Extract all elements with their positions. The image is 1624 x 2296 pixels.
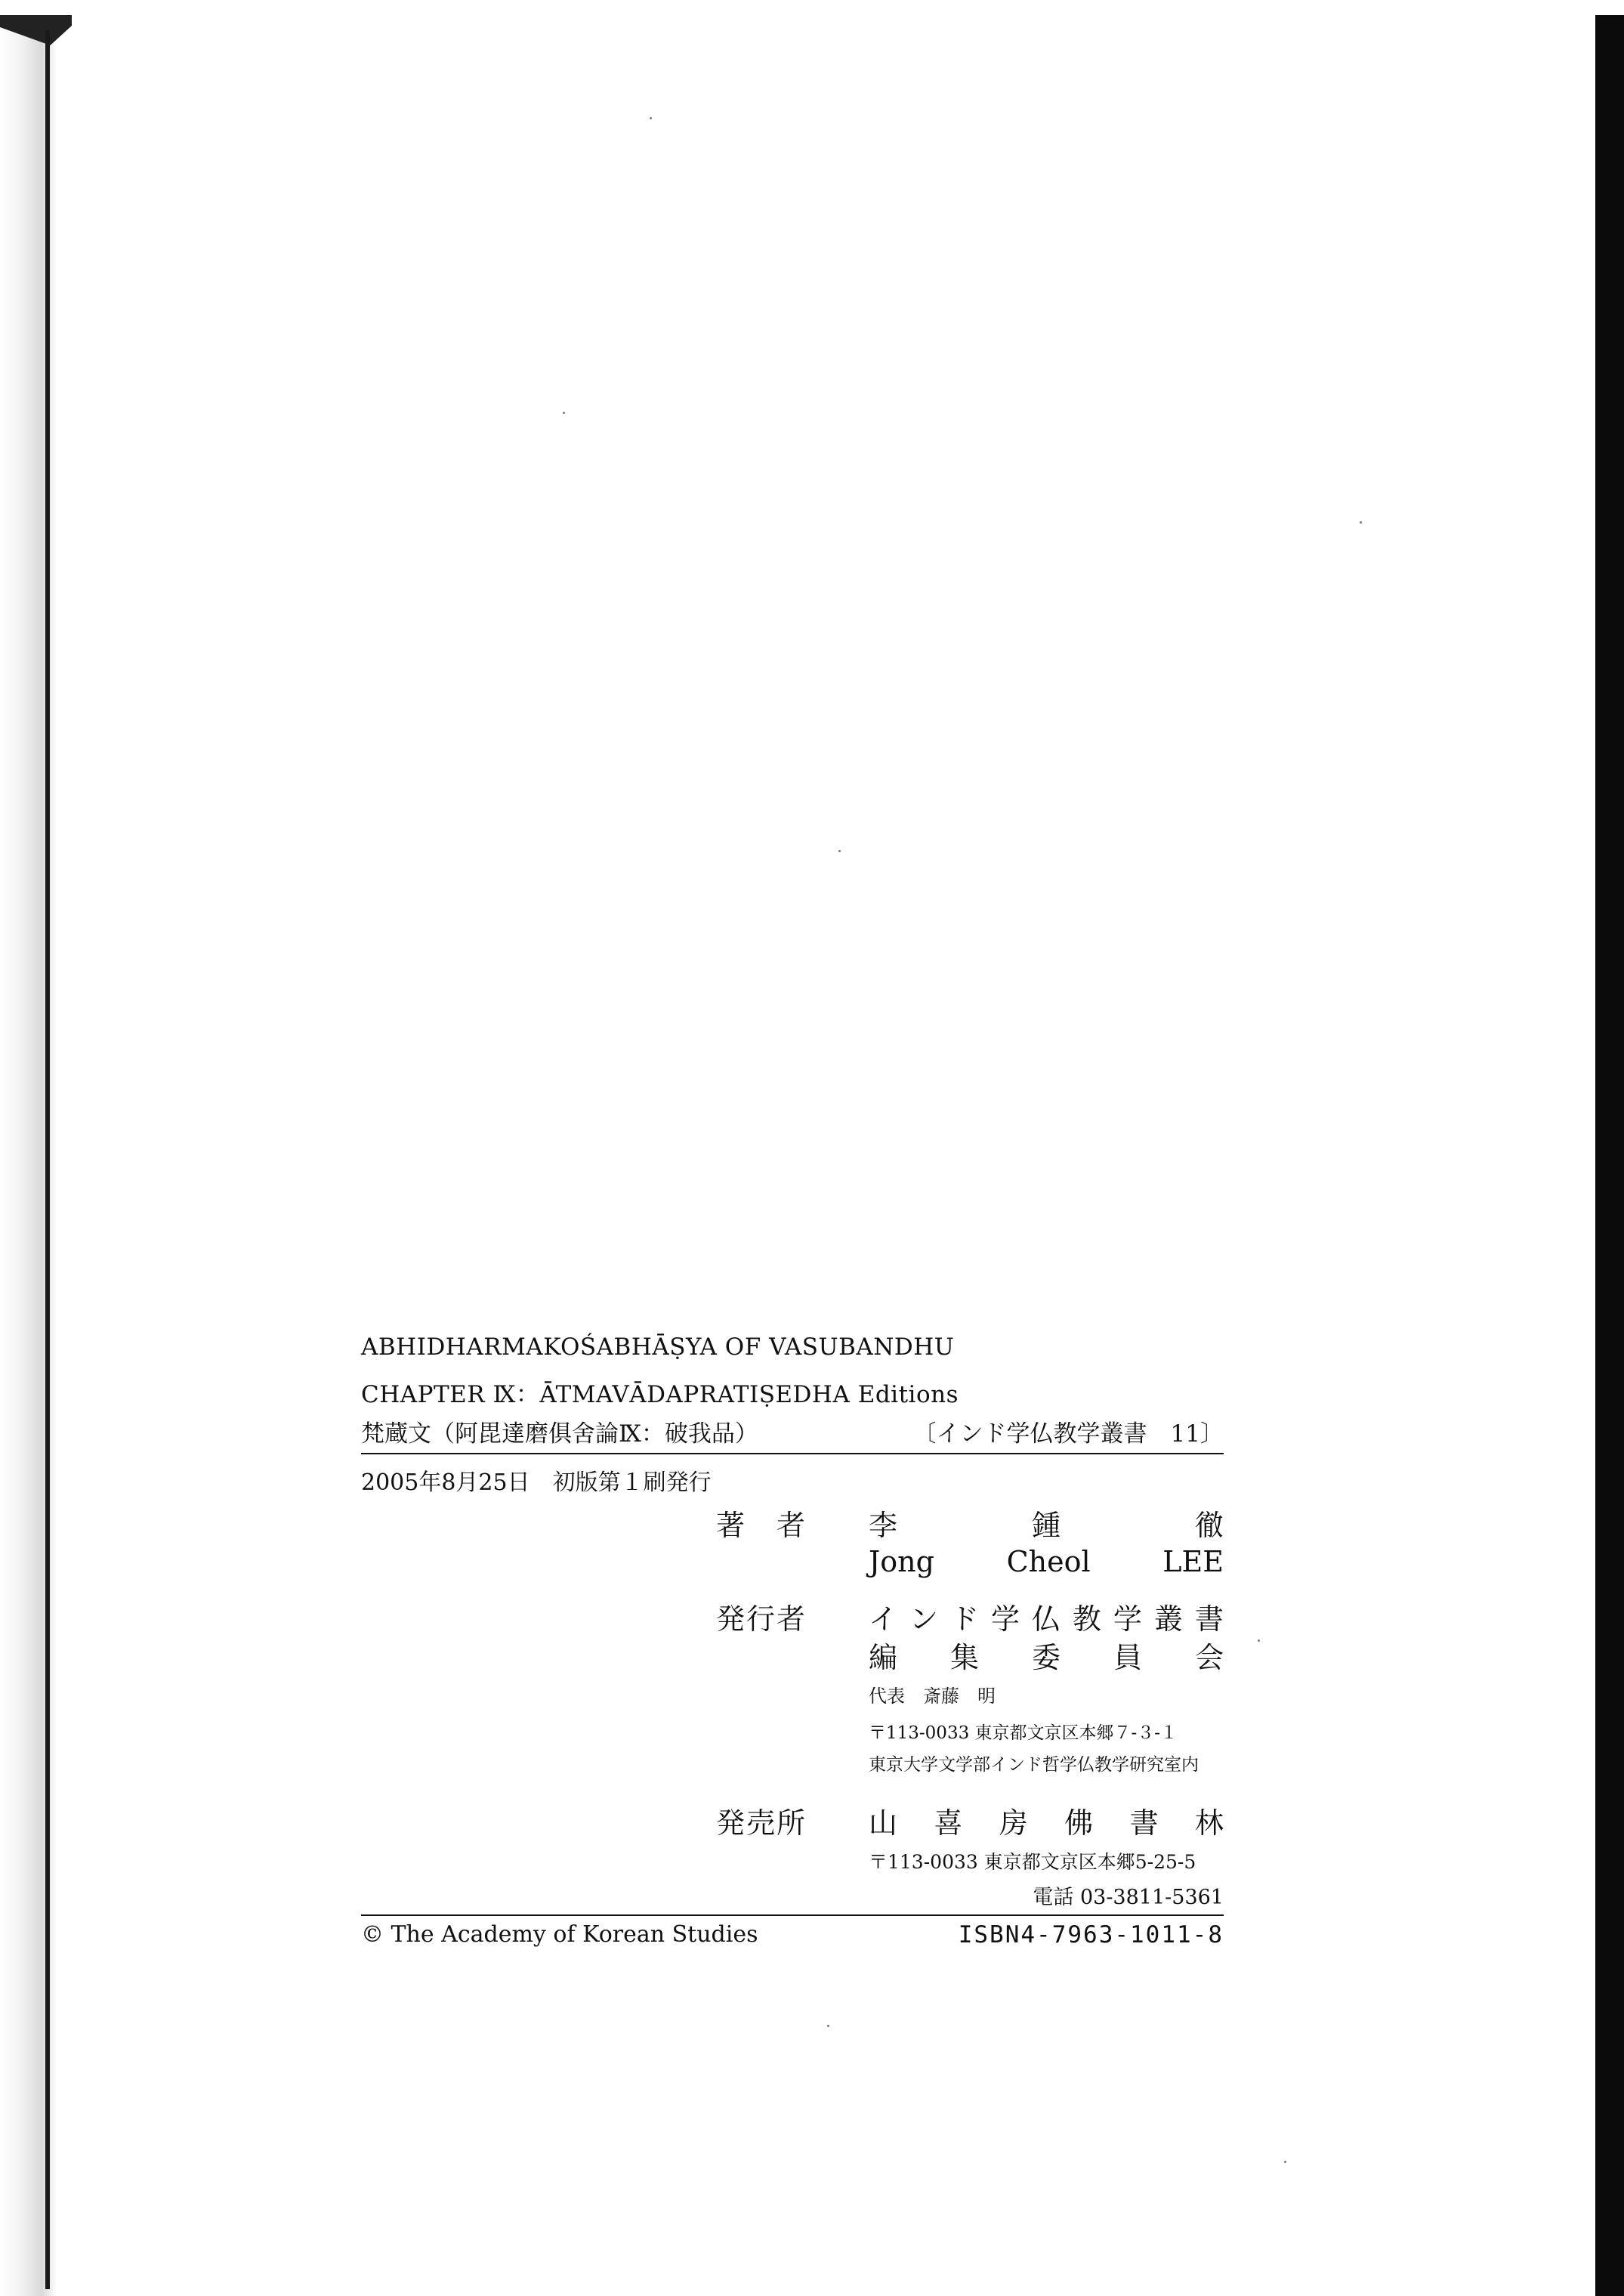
scan-speck xyxy=(838,850,841,852)
publisher-char: 学 xyxy=(1113,1602,1142,1636)
distributor-label: 発売所 xyxy=(716,1806,807,1840)
publisher-address-2: 東京大学文学部インド哲学仏教学研究室内 xyxy=(869,1755,1199,1775)
scan-left-spine xyxy=(45,30,50,2289)
publisher-char: ド xyxy=(949,1602,979,1636)
publisher-char: 会 xyxy=(1194,1641,1224,1674)
scan-speck xyxy=(563,412,565,414)
distributor-char: 佛 xyxy=(1064,1806,1094,1840)
publisher-name-line-2 xyxy=(869,1634,1224,1676)
title-japanese: 梵蔵文（阿毘達磨俱舍論Ⅸ：破我品） xyxy=(361,1420,758,1448)
author-surname: LEE xyxy=(1162,1545,1224,1578)
distributor-char: 山 xyxy=(869,1806,898,1840)
publisher-char: 学 xyxy=(990,1602,1020,1636)
rule-bottom xyxy=(361,1914,1224,1916)
distributor-address: 〒113-0033 東京都文京区本郷5-25-5 xyxy=(869,1851,1196,1873)
publisher-char: 教 xyxy=(1072,1602,1101,1636)
author-given-1: Jong xyxy=(869,1545,934,1578)
scan-right-bar xyxy=(1595,15,1624,2296)
series-name: 〔インド学仏教学叢書 11〕 xyxy=(912,1420,1224,1448)
distributor-name xyxy=(869,1800,1224,1841)
distributor-char: 喜 xyxy=(934,1806,963,1840)
publisher-char: 委 xyxy=(1031,1641,1061,1674)
scan-speck xyxy=(1284,2161,1286,2163)
author-given-2: Cheol xyxy=(1006,1545,1091,1578)
title-english-line-1: ABHIDHARMAKOŚABHĀṢYA OF VASUBANDHU xyxy=(361,1333,955,1361)
publication-date: 2005年8月25日 初版第１刷発行 xyxy=(361,1469,712,1496)
publisher-char: 仏 xyxy=(1031,1602,1061,1636)
publisher-char: 編 xyxy=(869,1641,898,1674)
distributor-telephone: 電話 03-3811-5361 xyxy=(1033,1886,1224,1909)
scan-speck xyxy=(1360,521,1362,524)
author-label: 著 者 xyxy=(716,1509,807,1542)
distributor-char: 林 xyxy=(1194,1806,1224,1840)
publisher-char: イ xyxy=(869,1602,898,1636)
author-char: 李 xyxy=(869,1509,898,1542)
scan-speck xyxy=(650,117,652,119)
title-english-line-2: CHAPTER Ⅸ：ĀTMAVĀDAPRATIṢEDHA Editions xyxy=(361,1381,959,1408)
scan-speck xyxy=(827,2025,829,2027)
publisher-char: 員 xyxy=(1113,1641,1142,1674)
isbn-number: ISBN4-7963-1011-8 xyxy=(958,1921,1224,1948)
rule-top xyxy=(361,1453,1224,1454)
publisher-char: ン xyxy=(909,1602,938,1636)
author-char: 徹 xyxy=(1194,1509,1224,1542)
publisher-char: 集 xyxy=(949,1641,979,1674)
publisher-name-line-1 xyxy=(869,1596,1224,1637)
distributor-char: 房 xyxy=(999,1806,1028,1840)
publisher-representative: 代表 斎藤 明 xyxy=(869,1686,996,1707)
author-name-roman xyxy=(869,1545,1224,1578)
publisher-char: 書 xyxy=(1194,1602,1224,1636)
author-name-kanji xyxy=(869,1502,1224,1544)
publisher-char: 叢 xyxy=(1153,1602,1183,1636)
copyright-line: © The Academy of Korean Studies xyxy=(361,1921,758,1948)
distributor-char: 書 xyxy=(1129,1806,1159,1840)
author-char: 鍾 xyxy=(1031,1509,1061,1542)
publisher-address: 〒113-0033 東京都文京区本郷７-３-１ xyxy=(869,1723,1178,1743)
publisher-label: 発行者 xyxy=(716,1602,807,1636)
scan-speck xyxy=(1258,1639,1260,1642)
